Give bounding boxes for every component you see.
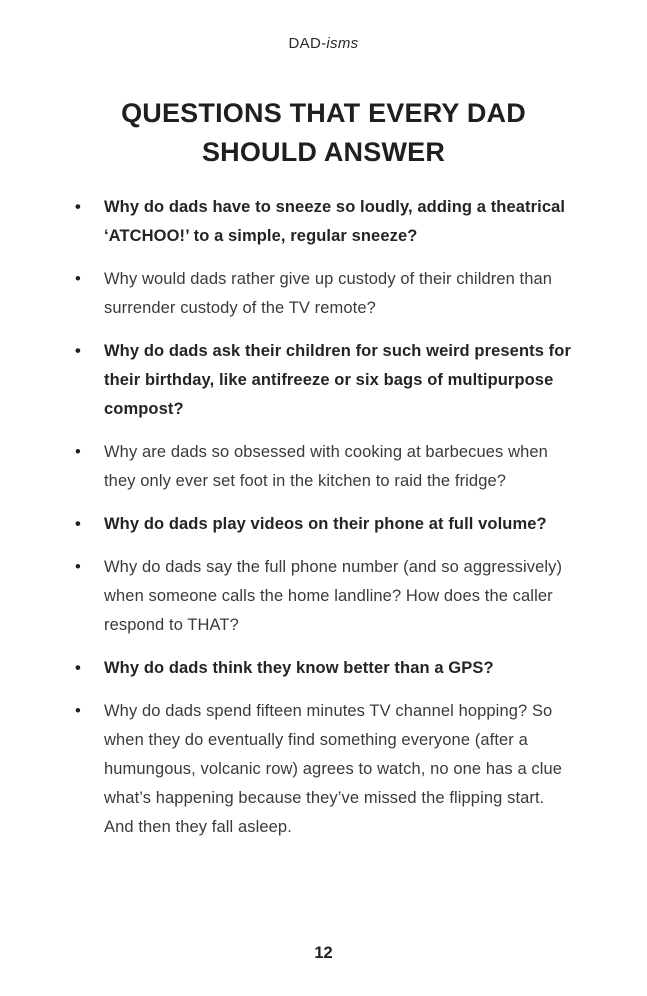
question-text: Why do dads have to sneeze so loudly, adding a theatrical ‘ATCHOO!’ to a simple, regular sneeze?	[104, 198, 566, 245]
chapter-title-line-2: SHOULD ANSWER	[201, 137, 446, 167]
bullet-marker: •	[75, 702, 81, 720]
running-header-italic: isms	[326, 35, 359, 52]
bullet-marker: •	[75, 198, 81, 216]
question-text: Why do dads think they know better than a GPS?	[104, 659, 494, 677]
chapter-title-line-1: QUESTIONS THAT EVERY DAD	[121, 98, 526, 128]
question-text: Why do dads say the full phone number (and so aggressively) when someone calls the home landline? How does the caller respond to THAT?	[104, 558, 563, 634]
question-item-4	[75, 438, 575, 496]
chapter-title	[0, 94, 647, 172]
running-header	[0, 0, 647, 52]
bullet-marker: •	[75, 659, 81, 677]
bullet-marker: •	[75, 270, 81, 288]
question-item-6	[75, 553, 575, 640]
running-header-regular: DAD-	[288, 35, 327, 52]
question-item-5	[75, 510, 575, 539]
question-text: Why do dads ask their children for such weird presents for their birthday, like antifreeze or six bags of multipurpose compost?	[104, 342, 571, 418]
question-text: Why would dads rather give up custody of their children than surrender custody of the TV remote?	[104, 270, 553, 317]
question-text: Why do dads spend fifteen minutes TV channel hopping? So when they do eventually find something everyone (after a humungous, volcanic row) agrees to watch, no one has a clue what’s happening because they’ve missed the flipping start. And then they fall asleep.	[104, 702, 563, 836]
question-list	[0, 193, 647, 842]
question-item-7	[75, 654, 575, 683]
question-item-3	[75, 337, 575, 424]
bullet-marker: •	[75, 443, 81, 461]
question-text: Why do dads play videos on their phone at full volume?	[104, 515, 547, 533]
question-text: Why are dads so obsessed with cooking at barbecues when they only ever set foot in the kitchen to raid the fridge?	[104, 443, 548, 490]
page-number: 12	[314, 944, 333, 962]
bullet-marker: •	[75, 558, 81, 576]
question-item-8	[75, 697, 575, 842]
bullet-marker: •	[75, 342, 81, 360]
question-item-2	[75, 265, 575, 323]
bullet-marker: •	[75, 515, 81, 533]
question-item-1	[75, 193, 575, 251]
